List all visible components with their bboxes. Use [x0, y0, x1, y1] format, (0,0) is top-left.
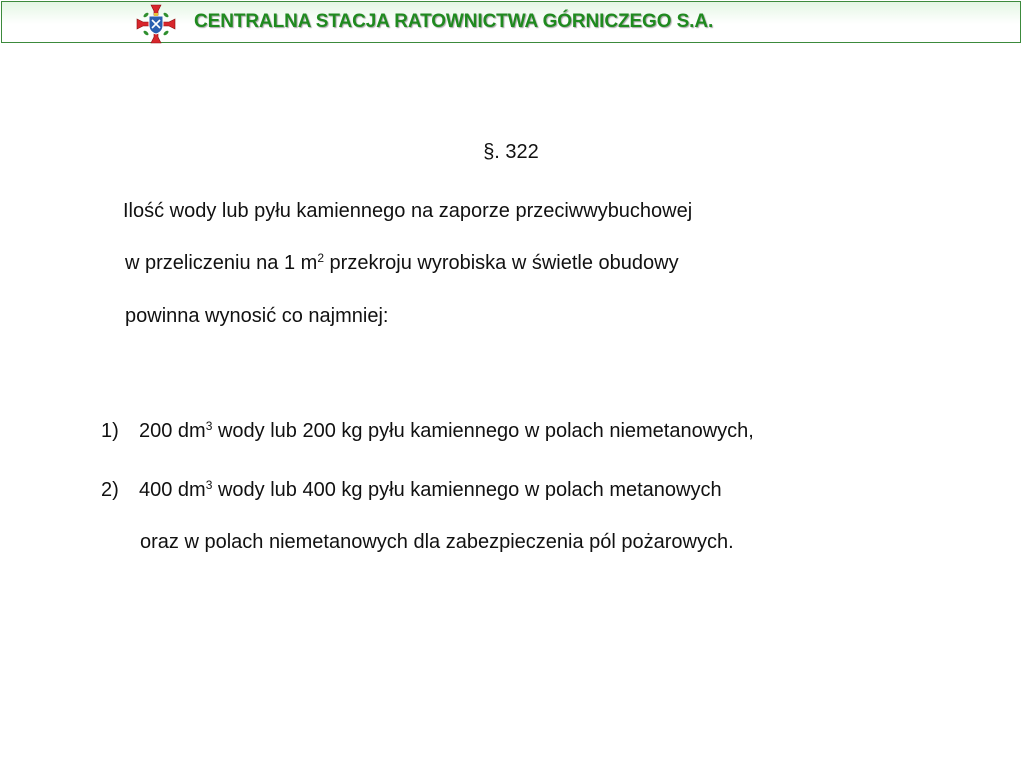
list-item-2-continuation: oraz w polach niemetanowych dla zabezpieczenia pól pożarowych.: [140, 531, 734, 553]
paragraph-line-3: powinna wynosić co najmniej:: [125, 305, 389, 327]
superscript-3: 3: [205, 419, 213, 433]
list-item-1: [101, 419, 754, 443]
paragraph-line-2-before: w przeliczeniu na 1 m: [125, 252, 318, 274]
list-item-2-before: 400 dm: [139, 479, 206, 501]
superscript-2: 2: [317, 251, 324, 265]
list-item-1-after: wody lub 200 kg pyłu kamiennego w polach niemetanowych,: [212, 420, 754, 442]
list-item-2-after: wody lub 400 kg pyłu kamiennego w polach metanowych: [212, 479, 722, 501]
header-bar: [1, 1, 1021, 43]
section-number: [0, 140, 1024, 164]
header-title: CENTRALNA STACJA RATOWNICTWA GÓRNICZEGO S.A.: [194, 11, 714, 32]
paragraph-line-1: Ilość wody lub pyłu kamiennego na zaporze przeciwwybuchowej: [123, 200, 693, 222]
list-marker-1: 1): [101, 420, 119, 442]
section-number-text: §. 322: [483, 141, 539, 163]
list-item-2: [101, 478, 722, 502]
list-item-1-before: 200 dm: [139, 420, 206, 442]
mine-rescue-cross-emblem-icon: [135, 3, 177, 45]
list-marker-2: 2): [101, 479, 119, 501]
paragraph-line-2: [125, 251, 679, 275]
superscript-3: 3: [205, 478, 213, 492]
paragraph-line-2-after: przekroju wyrobiska w świetle obudowy: [324, 252, 679, 274]
